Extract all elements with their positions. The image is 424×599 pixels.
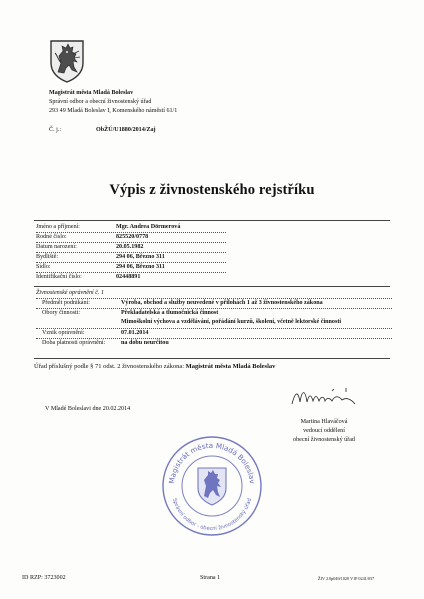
license-heading: Živnostenské oprávnění č. 1 [36, 290, 105, 296]
subject-label: Předmět podnikání: [42, 300, 90, 306]
signature [288, 382, 364, 414]
field-item: Překladatelská a tlumočnická činnost [121, 310, 219, 316]
row-separator [36, 328, 392, 329]
document-title: Výpis z živnostenského rejstříku [109, 182, 315, 198]
authority-statement [34, 362, 275, 371]
birth-number-label: Rodné číslo: [36, 234, 67, 240]
coat-of-arms-logo [49, 39, 85, 83]
id-number-label: Identifikační číslo: [36, 274, 82, 280]
stamp-top-text: Magistrát města Mladá Boleslav [166, 440, 257, 485]
office-address: 293 49 Mladá Boleslav I, Komenského náměstí 61/1 [49, 108, 178, 114]
fields-label: Obory činnosti: [42, 310, 81, 316]
footer-form-code: ŽIV 2.0p049/1020 V1P 0241/037 [318, 576, 375, 581]
residence-label: Bydliště: [36, 254, 59, 260]
signatory-name: Martina Hlaváčová [300, 419, 348, 425]
seat-value: 294 06, Březno 311 [116, 264, 165, 270]
reference-number: ObŽÚ/U1880/2014/Zaj [96, 127, 156, 133]
authority-text: Úřad příslušný podle § 71 odst. 2 živnostenského zákona: [34, 363, 185, 370]
birth-number-value: 825520/0778 [116, 234, 149, 240]
field-item: Mimoškolní výchova a vzdělávání, pořádání kurzů, školení, včetně lektorské činnosti [121, 319, 342, 325]
name-label: Jméno a příjmení: [36, 224, 81, 230]
subject-value: Výroba, obchod a služby neuvedené v přílohách 1 až 3 živnostenského zákona [121, 300, 323, 306]
office-name: Magistrát města Mladá Boleslav [49, 90, 134, 96]
footer-page-number: Strana 1 [200, 575, 221, 581]
origin-label: Vznik oprávnění: [42, 330, 85, 336]
reference-label: Č. j.: [49, 127, 62, 133]
divider-bottom [34, 358, 390, 359]
signatory-role: vedoucí oddělení [303, 428, 345, 434]
place-and-date: V Mladé Boleslavi dne 20.02.2014 [45, 406, 131, 412]
residence-value: 294 06, Březno 311 [116, 254, 165, 260]
validity-label: Doba platnosti oprávnění: [42, 340, 106, 346]
validity-value: na dobu neurčitou [121, 340, 169, 346]
birth-date-value: 20.05.1982 [116, 244, 144, 250]
footer-id-rzp: ID RZP: 3723002 [22, 575, 66, 581]
department-name: Správní odbor a obecní živnostenský úřad [49, 99, 152, 105]
birth-date-label: Datum narození: [36, 244, 77, 250]
origin-value: 07.01.2014 [121, 330, 149, 336]
official-stamp [160, 434, 264, 538]
authority-value: Magistrát města Mladá Boleslav [185, 363, 276, 370]
seat-label: Sídlo: [36, 264, 51, 270]
divider-top [34, 220, 390, 221]
name-value: Mgr. Andrea Dörmerová [116, 224, 181, 230]
divider-middle [34, 286, 390, 287]
stamp-bottom-text: Správní odbor - obecní živnostenský úřad [170, 497, 254, 533]
signatory-department: obecní živnostenský úřad [293, 437, 355, 443]
id-number-value: 02448891 [116, 274, 141, 280]
